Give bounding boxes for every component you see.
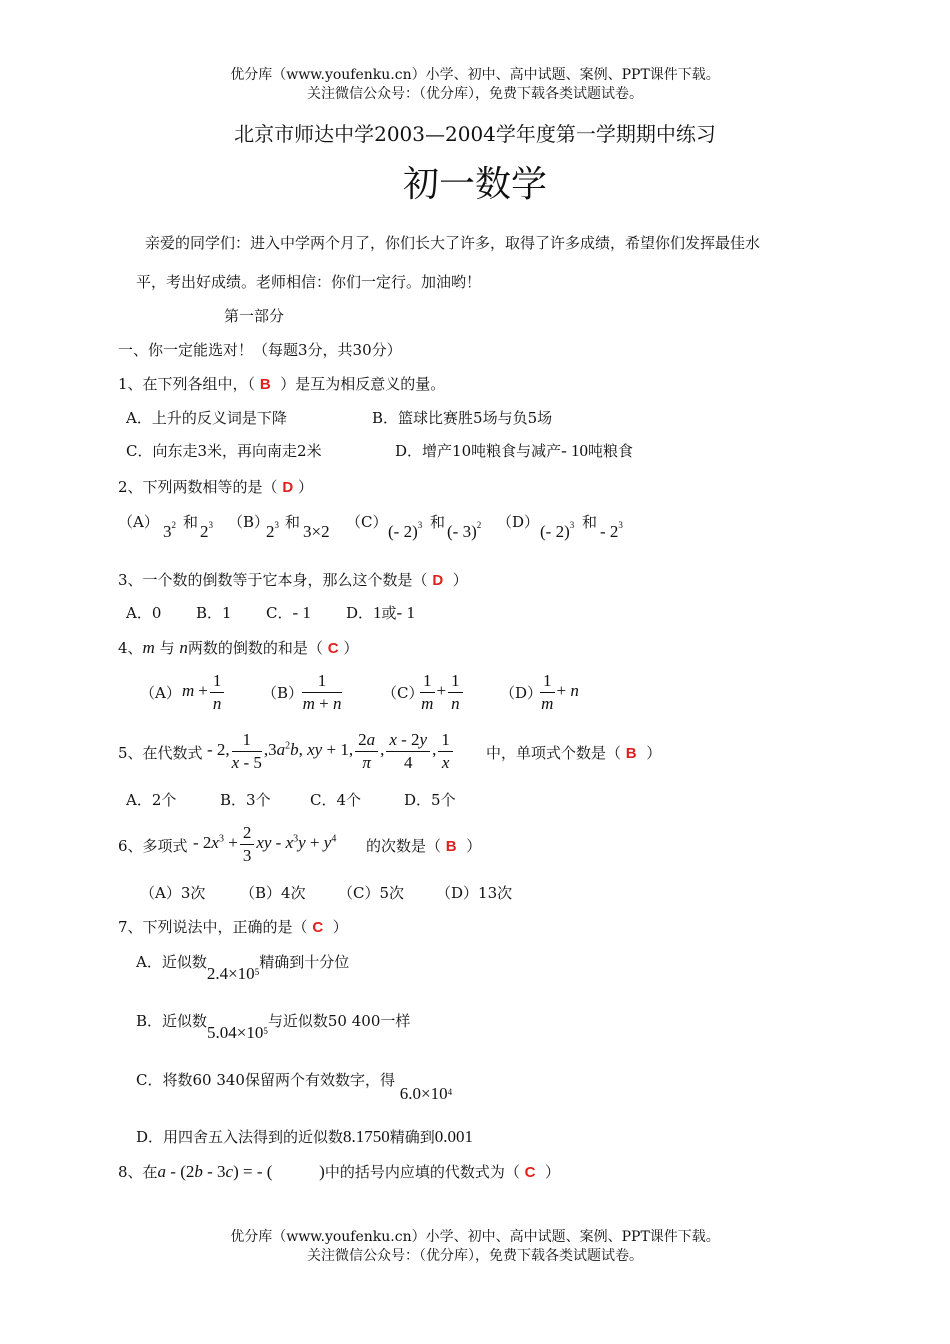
- q5-option-a: A．2个: [126, 791, 177, 809]
- question-5-post: 中，单项式个数是（ B ）: [486, 744, 662, 762]
- q4-option-a-label: （A）: [140, 684, 181, 702]
- q5-option-d: D．5个: [404, 791, 456, 809]
- q4-option-b-math: $\frac{1}{m + n}$: [302, 671, 342, 713]
- q2-option-c-label: （C）: [346, 513, 388, 531]
- q5-option-b: B．3个: [220, 791, 271, 809]
- q2-option-c-math2: (- 3)$^2$: [447, 520, 482, 541]
- answer-q6: B: [445, 838, 457, 855]
- q2-option-c-math1: (- 2)$^3$: [388, 520, 423, 541]
- part-heading: 第一部分: [224, 307, 285, 325]
- question-8-stem: 8、在a - (2b - 3c) = - ( )中的括号内应填的代数式为（ C ）: [118, 1162, 561, 1181]
- q3-option-c: C．- 1: [266, 603, 311, 622]
- answer-q8: C: [524, 1164, 536, 1181]
- q3-option-d: D．1或- 1: [346, 603, 415, 622]
- q7-option-c: C．将数60 340保留两个有效数字，得 $6.0\times 10^4$: [136, 1071, 453, 1103]
- q6-polynomial: - $2x^3$ + $\frac{2}{3}$ xy - $x^3y + y^4$: [193, 823, 337, 865]
- q1-option-a: A．上升的反义词是下降: [126, 409, 287, 427]
- footer-line-1: 优分库（www.youfenku.cn）小学、初中、高中试题、案例、PPT课件下载。: [230, 1229, 720, 1245]
- q2-option-a-math1: $3^2$: [163, 520, 176, 541]
- question-6-post: 的次数是（ B ）: [366, 837, 482, 855]
- q1-option-d: D．增产10吨粮食与减产- 10吨粮食: [395, 441, 634, 460]
- q2-option-d-and: 和: [582, 513, 598, 531]
- q4-option-c-label: （C）: [382, 684, 424, 702]
- exam-title: 初一数学: [402, 164, 547, 205]
- q2-option-b-math1: $2^3$: [266, 520, 279, 541]
- answer-q1: B: [259, 376, 271, 393]
- q2-option-d-math2: - $2^3$: [600, 520, 623, 541]
- question-1-stem: 1、在下列各组中，（ B ）是互为相反意义的量。: [118, 375, 446, 393]
- q6-option-d: （D）13次: [436, 884, 513, 902]
- question-6-pre: 6、多项式: [118, 837, 188, 855]
- q1-option-c: C．向东走3米，再向南走2米: [126, 442, 322, 460]
- q4-option-b-label: （B）: [262, 684, 304, 702]
- q6-option-b: （B）4次: [240, 884, 306, 902]
- q3-option-a: A．0: [126, 604, 162, 622]
- q4-option-a-math: m + $\frac{1}{n}$: [182, 670, 226, 715]
- question-7-stem: 7、下列说法中，正确的是（ C ）: [118, 918, 348, 936]
- q2-option-d-math1: (- 2)$^3$: [540, 520, 575, 541]
- q3-option-b: B．1: [196, 604, 232, 622]
- intro-line-2: 平，考出好成绩。老师相信：你们一定行。加油哟！: [136, 273, 482, 291]
- q6-option-a: （A）3次: [140, 884, 206, 902]
- footer-line-2: 关注微信公众号：（优分库），免费下载各类试题试卷。: [307, 1248, 643, 1264]
- q5-expressions: - 2, $\frac{1}{x - 5}$ $,3a^2b$, xy + 1, $\frac{2a}{\pi}$ , $\frac{x - 2y}{4}$ , $\frac{1}{x}$: [207, 729, 455, 774]
- q5-option-c: C．4个: [310, 791, 362, 809]
- q2-option-b-label: （B）: [228, 513, 270, 531]
- question-4-stem: 4、m 与 n两数的倒数的和是（ C ）: [118, 638, 359, 657]
- answer-q5: B: [625, 745, 637, 762]
- q2-option-d-label: （D）: [497, 513, 540, 531]
- q4-option-d-label: （D）: [500, 684, 543, 702]
- q6-option-c: （C）5次: [338, 884, 405, 902]
- q4-option-d-math: $\frac{1}{m}$ + n: [541, 671, 579, 713]
- q2-option-b-and: 和: [285, 513, 301, 531]
- exam-subtitle: 北京市师达中学2003—2004学年度第一学期期中练习: [234, 122, 716, 146]
- header-line-1: 优分库（www.youfenku.cn）小学、初中、高中试题、案例、PPT课件下载。: [230, 67, 720, 83]
- q1-option-b: B．篮球比赛胜5场与负5场: [372, 409, 553, 427]
- answer-q3: D: [432, 572, 444, 589]
- q7-option-d: D．用四舍五入法得到的近似数8.1750精确到0.001: [136, 1127, 474, 1146]
- q7-option-a: A．近似数$2.4\times 10^5$精确到十分位: [136, 953, 350, 983]
- answer-q7: C: [312, 919, 324, 936]
- q8-expression: a - (2b - 3c) = - ( ): [157, 1162, 325, 1181]
- question-2-stem: 2、下列两数相等的是（ D ）: [118, 478, 313, 496]
- answer-q4: C: [327, 640, 339, 657]
- q2-option-b-math2: 3×2: [303, 522, 330, 541]
- q2-option-a-math2: $2^3$: [200, 520, 213, 541]
- q2-option-a-and: 和: [183, 513, 199, 531]
- intro-line-1: 亲爱的同学们：进入中学两个月了，你们长大了许多，取得了许多成绩，希望你们发挥最佳水: [145, 234, 761, 252]
- answer-q2: D: [282, 479, 294, 496]
- q2-option-a-label: （A）: [118, 513, 159, 531]
- q2-option-c-and: 和: [430, 513, 446, 531]
- q4-option-c-math: $\frac{1}{m}$ + $\frac{1}{n}$: [418, 670, 465, 715]
- question-5-pre: 5、在代数式: [118, 744, 203, 762]
- q7-option-b: B．近似数$5.04\times 10^5$与近似数50 400一样: [136, 1012, 411, 1042]
- section-heading: 一、你一定能选对！（每题3分，共30分）: [118, 341, 402, 359]
- question-3-stem: 3、一个数的倒数等于它本身，那么这个数是（ D ）: [118, 571, 468, 589]
- header-line-2: 关注微信公众号：（优分库），免费下载各类试题试卷。: [307, 86, 643, 102]
